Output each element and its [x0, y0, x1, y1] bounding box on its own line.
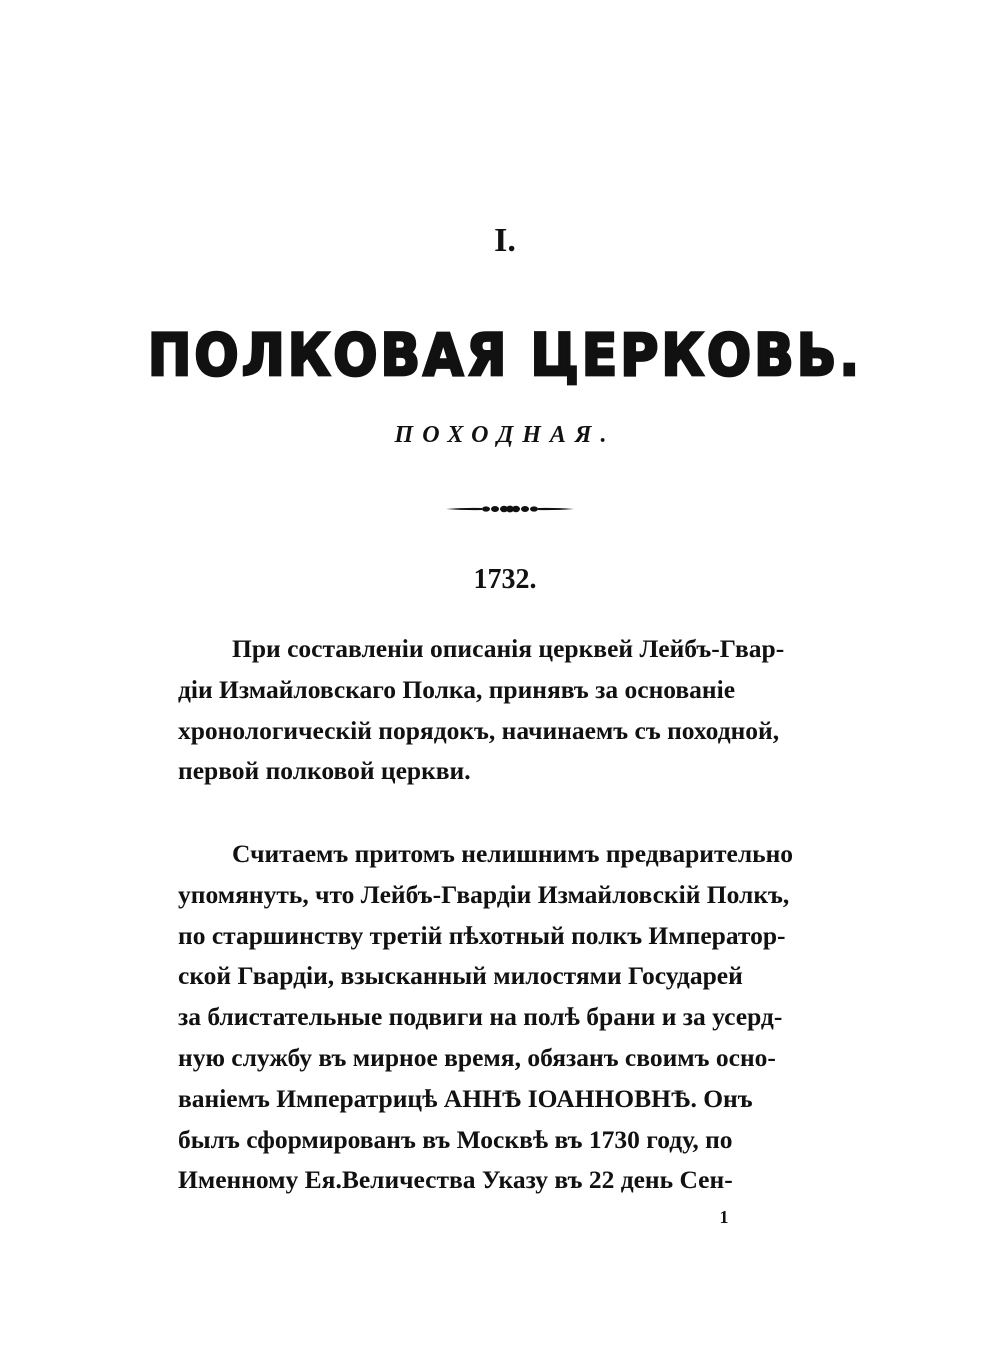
paragraph-line: Считаемъ притомъ нелишнимъ предварительно: [232, 839, 794, 868]
paragraph-line: первой полковой церкви.: [178, 756, 471, 786]
paragraph-history: [178, 834, 844, 1201]
paragraph-line: за блистательные подвиги на полѣ брани и за усерд-: [178, 1002, 783, 1032]
paragraph-line: Именному Ея.Величества Указу въ 22 день Сен-: [178, 1165, 733, 1195]
year-heading: 1732.: [473, 564, 537, 595]
paragraph-line: хронологическій порядокъ, начинаемъ съ походной,: [178, 715, 780, 745]
paragraph-line: ную службу въ мирное время, обязанъ своимъ осно-: [178, 1042, 776, 1072]
paragraph-line: діи Измайловскаго Полка, принявъ за основаніе: [178, 674, 736, 704]
paragraph-intro: [178, 629, 844, 792]
paragraph-line: ской Гвардіи, взысканный милостями Государей: [178, 961, 743, 991]
chapter-subtitle: ПОХОДНАЯ.: [394, 422, 616, 448]
paragraph-line: ваніемъ Императрицѣ АННѢ ІОАННОВНѢ. Онъ: [178, 1083, 753, 1113]
paragraph-line: былъ сформированъ въ Москвѣ въ 1730 году, по: [178, 1124, 733, 1154]
signature-mark: 1: [719, 1207, 729, 1227]
paragraph-line: упомянуть, что Лейбъ-Гвардіи Измайловскій Полкъ,: [178, 879, 790, 909]
paragraph-line: При составленіи описанія церквей Лейбъ-Гвар-: [232, 634, 785, 663]
ornament-divider-icon: [446, 502, 574, 516]
chapter-title: ПОЛКОВАЯ ЦЕРКОВЬ.: [147, 322, 863, 390]
paragraph-line: по старшинству третій пѣхотный полкъ Император-: [178, 920, 786, 950]
chapter-number: I.: [494, 222, 516, 259]
